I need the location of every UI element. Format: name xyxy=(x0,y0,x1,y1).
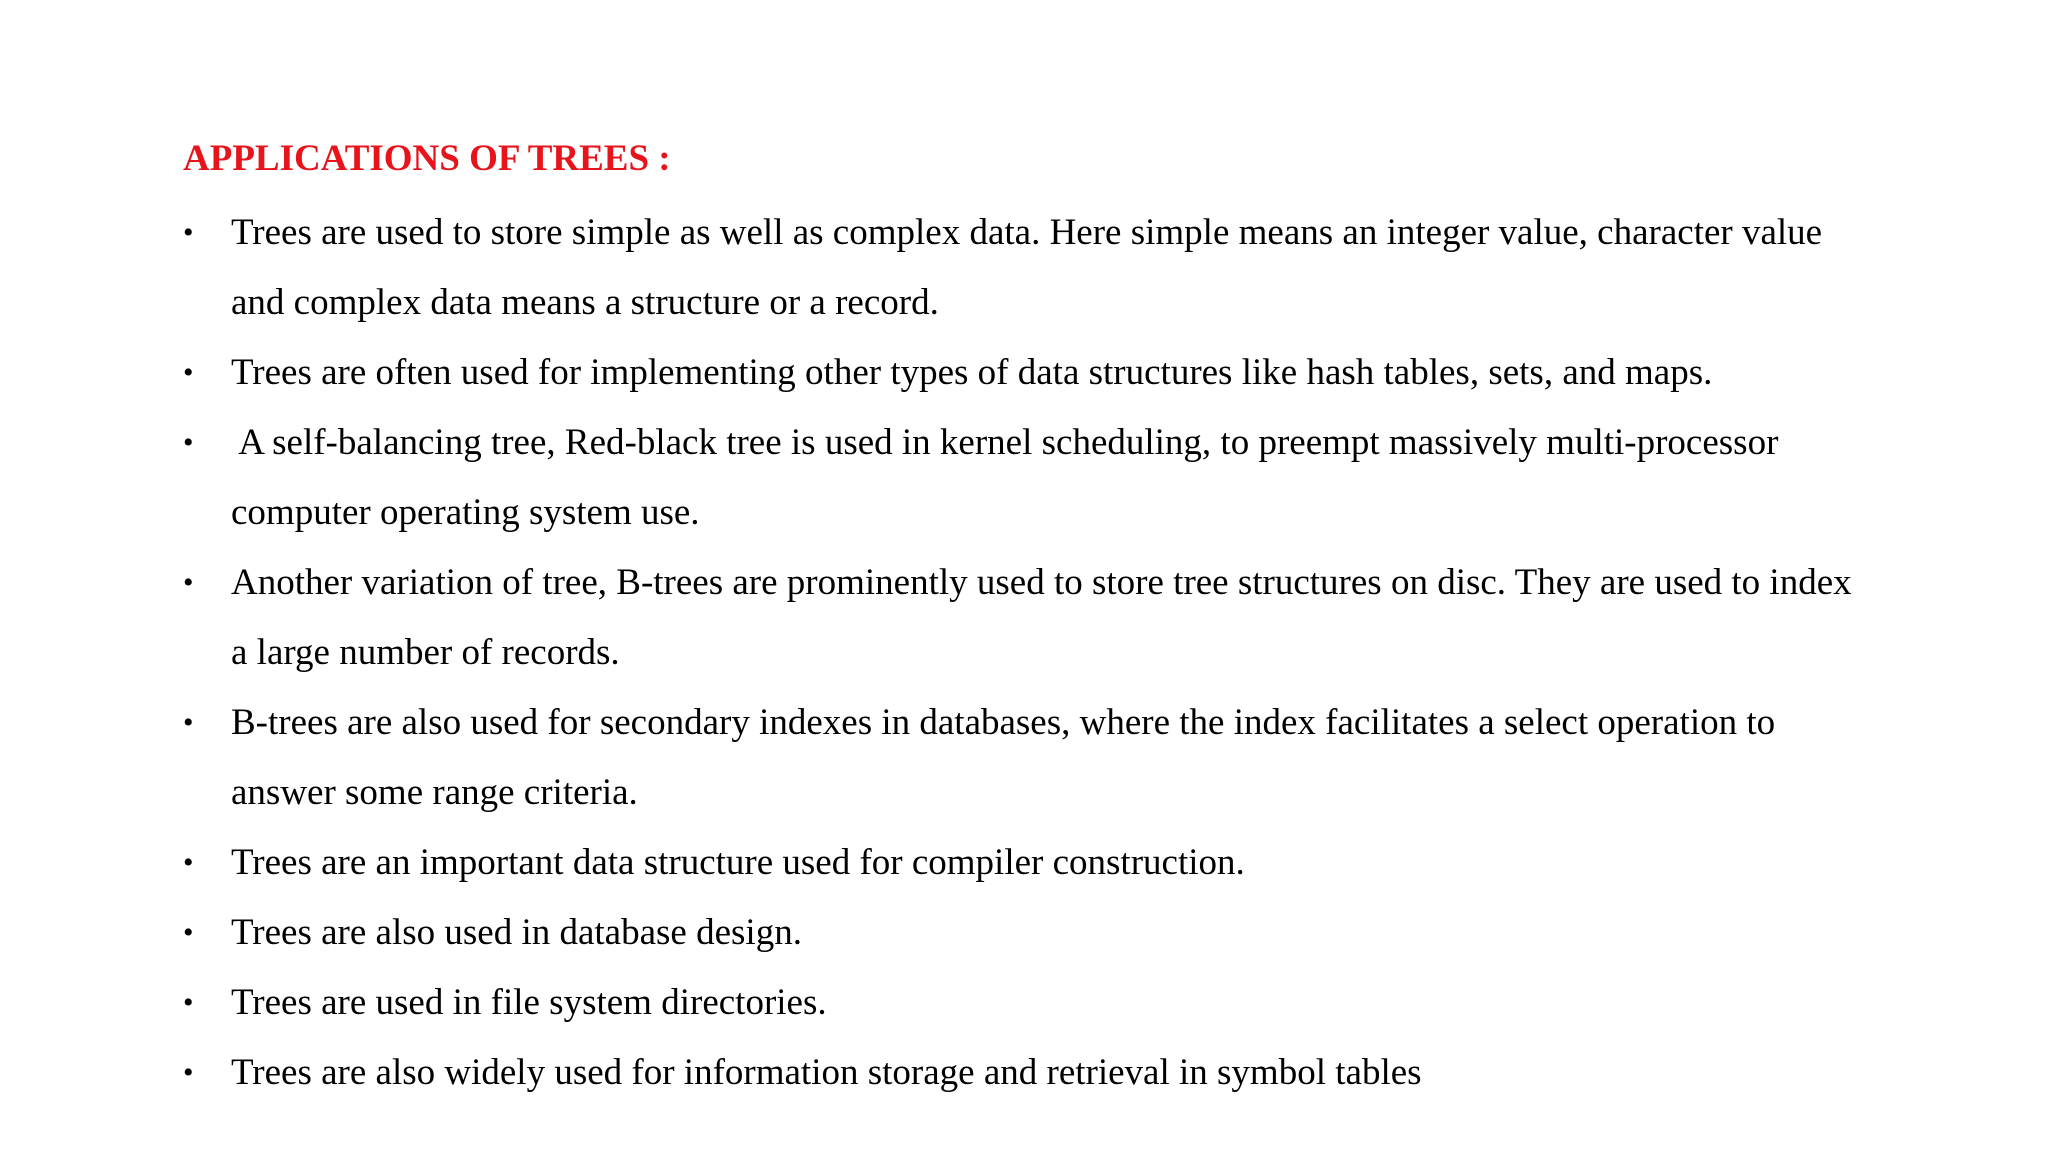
bullet-dot-icon: • xyxy=(183,706,194,739)
slide-content xyxy=(183,128,1983,1108)
bullet-text-line: B-trees are also used for secondary indexes in databases, where the index facilitates a select operation to xyxy=(231,702,1776,743)
bullet-text-line: Trees are used in file system directories. xyxy=(231,982,827,1023)
bullet-dot-icon: • xyxy=(183,356,194,389)
bullet-item xyxy=(183,408,1983,548)
bullet-item xyxy=(183,688,1983,828)
bullet-item xyxy=(183,968,1983,1038)
bullet-dot-icon: • xyxy=(183,216,194,249)
bullet-text-line: a large number of records. xyxy=(231,632,620,673)
bullet-dot-icon: • xyxy=(183,986,194,1019)
slide-title: APPLICATIONS OF TREES : xyxy=(183,138,671,179)
bullet-text-line: Trees are also used in database design. xyxy=(231,912,802,953)
bullet-text-line: Another variation of tree, B-trees are prominently used to store tree structures on disc. They are used to index xyxy=(231,562,1852,603)
bullet-text-line: and complex data means a structure or a record. xyxy=(231,282,939,323)
bullet-item xyxy=(183,828,1983,898)
bullet-text-line: Trees are also widely used for information storage and retrieval in symbol tables xyxy=(231,1052,1422,1093)
bullet-text-line: answer some range criteria. xyxy=(231,772,638,813)
bullet-text-line: computer operating system use. xyxy=(231,492,700,533)
bullet-list xyxy=(183,198,1983,1108)
bullet-text-line: A self-balancing tree, Red-black tree is used in kernel scheduling, to preempt massively multi-processor xyxy=(231,422,1779,463)
bullet-dot-icon: • xyxy=(183,426,194,459)
bullet-text-line: Trees are an important data structure used for compiler construction. xyxy=(231,842,1245,883)
bullet-item xyxy=(183,338,1983,408)
bullet-dot-icon: • xyxy=(183,916,194,949)
bullet-item xyxy=(183,198,1983,338)
bullet-dot-icon: • xyxy=(183,566,194,599)
bullet-item xyxy=(183,548,1983,688)
bullet-item xyxy=(183,1038,1983,1108)
bullet-dot-icon: • xyxy=(183,846,194,879)
bullet-text-line: Trees are used to store simple as well as complex data. Here simple means an integer value, character value xyxy=(231,212,1823,253)
bullet-item xyxy=(183,898,1983,968)
bullet-text-line: Trees are often used for implementing other types of data structures like hash tables, sets, and maps. xyxy=(231,352,1713,393)
bullet-dot-icon: • xyxy=(183,1056,194,1089)
